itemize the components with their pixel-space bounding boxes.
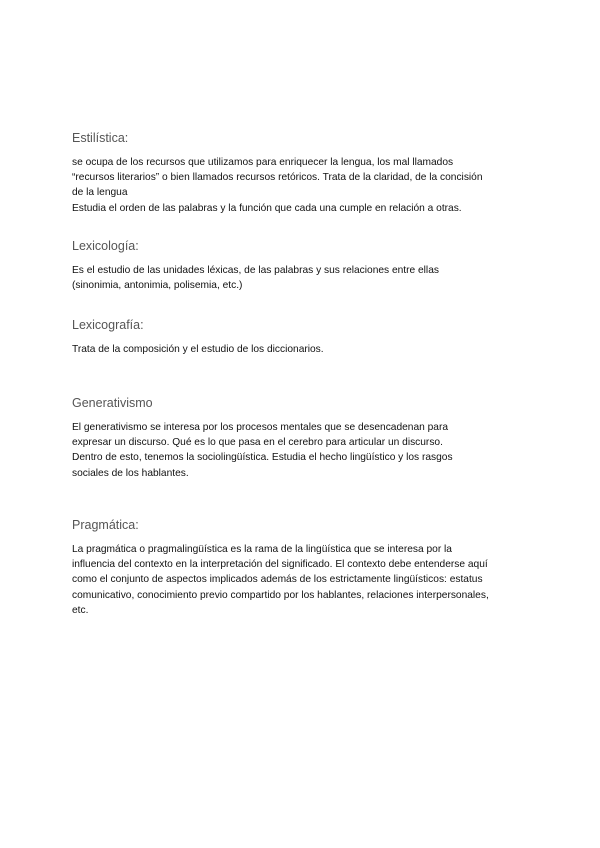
section-heading: Lexicología:: [72, 239, 139, 253]
section-paragraph: [72, 420, 532, 481]
section-heading: Pragmática:: [72, 518, 139, 532]
section-generativismo: [72, 396, 532, 481]
paragraph-line: se ocupa de los recursos que utilizamos para enriquecer la lengua, los mal llamados: [72, 157, 454, 168]
paragraph-line: Dentro de esto, tenemos la sociolingüística. Estudia el hecho lingüístico y los rasgos: [72, 452, 453, 464]
paragraph-line: La pragmática o pragmalingüística es la rama de la lingüística que se interesa por la: [72, 544, 452, 555]
section-pragmatica: [72, 518, 532, 618]
paragraph-line: sociales de los hablantes.: [72, 467, 189, 479]
section-paragraph: [72, 542, 532, 618]
paragraph-line: comunicativo, conocimiento previo compartido por los hablantes, relaciones interpersonales,: [72, 589, 489, 601]
paragraph-line: Es el estudio de las unidades léxicas, de las palabras y sus relaciones entre ellas: [72, 265, 439, 276]
paragraph-line: de la lengua: [72, 187, 128, 199]
section-lexicografia: [72, 318, 532, 357]
paragraph-line: influencia del contexto en la interpretación del significado. El contexto debe entenderse aquí: [72, 559, 488, 571]
section-paragraph: [72, 155, 532, 216]
section-paragraph: [72, 263, 532, 293]
paragraph-line: como el conjunto de aspectos implicados además de los estrictamente lingüísticos: estatus: [72, 574, 483, 586]
paragraph-line: El generativismo se interesa por los procesos mentales que se desencadenan para: [72, 422, 449, 433]
paragraph-line: etc.: [72, 604, 89, 616]
section-heading: Estilística:: [72, 131, 129, 145]
section-paragraph: [72, 342, 532, 357]
paragraph-line: Estudia el orden de las palabras y la función que cada una cumple en relación a otras.: [72, 202, 462, 214]
section-heading: Lexicografía:: [72, 318, 144, 332]
paragraph-line: “recursos literarios” o bien llamados recursos retóricos. Trata de la claridad, de la concisión: [72, 172, 483, 184]
paragraph-line: expresar un discurso. Qué es lo que pasa en el cerebro para articular un discurso.: [72, 437, 443, 449]
paragraph-line: Trata de la composición y el estudio de los diccionarios.: [72, 344, 324, 355]
paragraph-line: (sinonimia, antonimia, polisemia, etc.): [72, 280, 243, 292]
section-heading: Generativismo: [72, 396, 153, 410]
section-lexicologia: [72, 239, 532, 293]
section-estilistica: [72, 131, 532, 216]
